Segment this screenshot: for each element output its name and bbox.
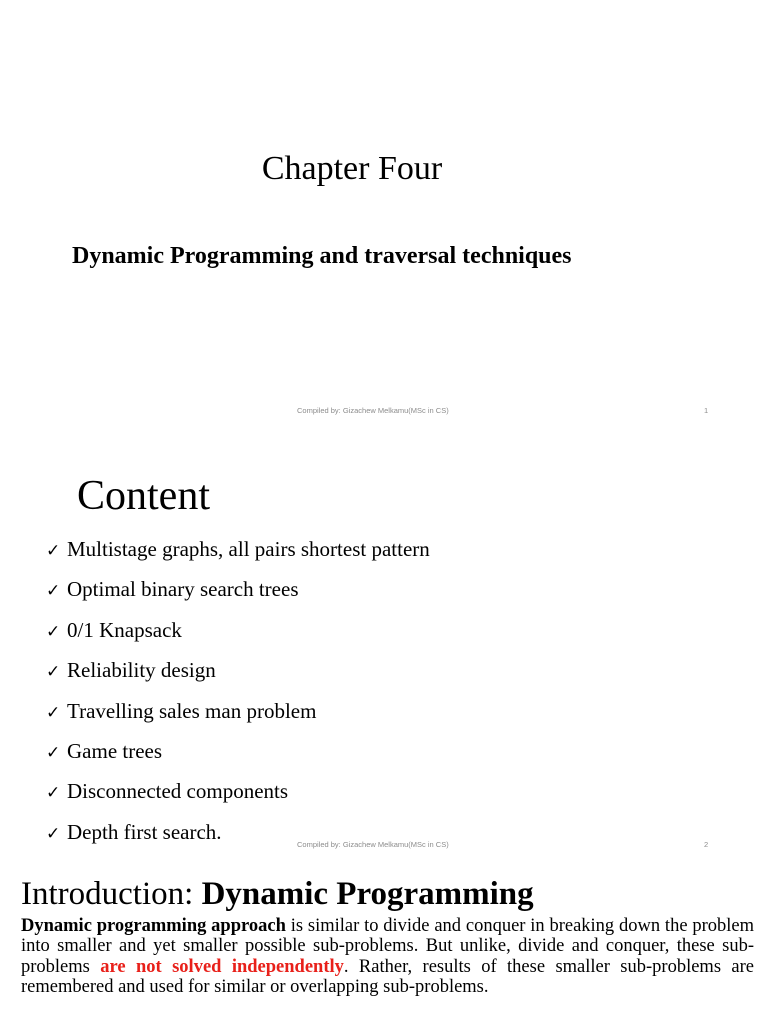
list-item-label: Multistage graphs, all pairs shortest pattern [67, 537, 430, 561]
check-icon: ✓ [46, 783, 61, 804]
check-icon: ✓ [46, 541, 61, 561]
intro-highlight: are not solved independently [100, 956, 344, 977]
intro-text-part2: . Rather, results of these smaller sub-problems are remembered and used for similar or overlapping sub-problems. [21, 956, 755, 997]
slide-2 [0, 432, 768, 864]
content-title: Content [77, 473, 210, 519]
slide-1 [0, 0, 768, 432]
list-item [46, 616, 430, 656]
content-list [46, 535, 430, 858]
intro-title-bold: Dynamic Programming [201, 876, 534, 912]
check-icon: ✓ [46, 742, 61, 763]
list-item [46, 737, 430, 777]
list-item-label: 0/1 Knapsack [67, 617, 182, 642]
check-icon: ✓ [46, 662, 61, 683]
list-item [46, 818, 430, 858]
list-item [46, 697, 430, 737]
list-item [46, 777, 430, 817]
list-item-label: Travelling sales man problem [67, 698, 317, 723]
slide-footer: Compiled by: Gizachew Melkamu(MSc in CS) [297, 840, 449, 849]
list-item-label: Reliability design [67, 658, 216, 683]
check-icon: ✓ [46, 621, 61, 642]
slide-3 [0, 864, 768, 1024]
intro-text-part1: is similar to divide and conquer in breaking down the problem into smaller and yet smaller possible sub-problems. But unlike, divide and conquer, these sub-problems [21, 916, 755, 977]
slide-number: 2 [704, 840, 709, 849]
list-item [46, 575, 430, 615]
check-icon: ✓ [46, 581, 61, 602]
list-item-label: Optimal binary search trees [67, 577, 299, 602]
check-icon: ✓ [46, 702, 61, 723]
chapter-title: Chapter Four [261, 150, 443, 187]
list-item [46, 656, 430, 696]
intro-title-prefix: Introduction: [21, 876, 202, 912]
list-item-label: Game trees [67, 738, 163, 763]
list-item-label: Disconnected components [67, 779, 289, 804]
check-icon: ✓ [46, 823, 61, 844]
slide-footer: Compiled by: Gizachew Melkamu(MSc in CS) [297, 406, 449, 415]
slide-number: 1 [704, 406, 709, 415]
intro-term: Dynamic programming approach [21, 916, 286, 936]
intro-paragraph [21, 916, 754, 997]
chapter-subtitle: Dynamic Programming and traversal techniques [72, 243, 572, 269]
intro-title [21, 872, 534, 916]
list-item [46, 535, 430, 575]
list-item-label: Depth first search. [67, 819, 222, 844]
